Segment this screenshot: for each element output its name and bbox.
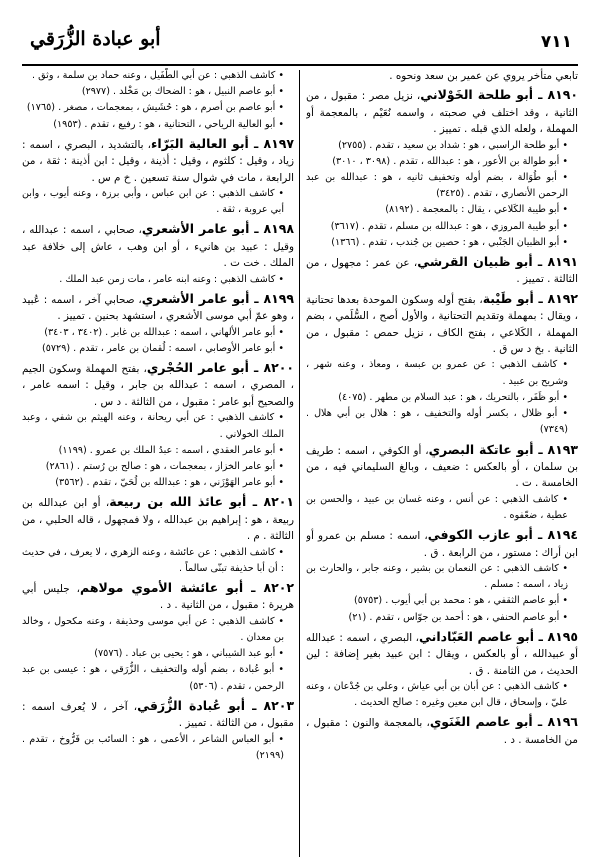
entry-note: • أبو ظَفَر ، بالتحريك ، هو : عبد السلام بن مطهر . (٤٠٧٥): [338, 391, 568, 403]
entry-text: ، صحابي آخر ، اسمه : عُبيد ، وهو عمّ أبي موسى الأشعري ، استشهد بحنين . تمييز .: [22, 293, 294, 323]
entry-note: • كاشف الذهبي : عن ابن عباس ، وأبي برزة ، وعنه أيوب ، وابن أبي عروبة ، ثقة .: [22, 188, 284, 216]
entry-heading: ٨١٩٩ ـ أبو عامر الأشعري: [141, 290, 294, 306]
entry-text: ، بفتح المهملة وسكون الجيم ، المصري ، اسمه : عبدالله بن جابر ، وقيل : اسمه عامر ، والصحيح أبو عامر : مقبول ، من الثالثة . د س .: [22, 363, 294, 408]
entry-heading: ٨١٩٨ ـ أبو عامر الأشعري: [141, 221, 294, 237]
biography-entry: [306, 629, 578, 679]
entry-note: • أبو طيبة الكَلاعي ، يقال : بالمعجمة . (٨١٩٢): [385, 204, 568, 216]
page-number: ٧١١: [540, 32, 572, 52]
entry-text: ، نزيل مصر : مقبول ، من الثانية ، وقد اختلف في صحبته ، واسمه نُعَيْم ، بالمعجمة أو المهملة ، ولعله الذي قبله . تمييز .: [306, 90, 578, 136]
biography-entry: [306, 68, 578, 84]
entry-text: ، آخر ، لا يُعرف اسمه : مقبول ، من الثالثة . تمييز .: [22, 700, 294, 730]
entry-note: • كاشف الذهبي : عن أبي الطُّفَيل ، وعنه حماد بن سلمة ، وثق .: [32, 70, 284, 81]
header-rule: [22, 64, 578, 66]
entry-text: تابعي متأخر يروي عن عمير بن سعد ونحوه .: [389, 70, 578, 82]
entry-note: • أبو عاصم الثقفي ، هو : محمد بن أبي أيوب . (٥٧٥٣): [354, 595, 568, 607]
entry-note: • أبو طُوَالة ، بضم أوله وتخفيف ثانيه ، هو : عبدالله بن عبد الرحمن الأنصاري ، تقدم . (٣٤٢٥): [306, 172, 568, 200]
entry-note: • أبو طلحة الراسبي ، هو : شداد بن سعيد ، تقدم . (٢٧٥٥): [338, 139, 568, 151]
biography-entry: [306, 527, 578, 561]
entry-heading: ٨١٩١ ـ أبو ظبيان القرشي: [417, 254, 578, 270]
entry-heading: ٨١٩٤ ـ أبو عازب الكوفي: [427, 527, 578, 543]
entry-heading: ٨١٩٣ ـ أبو عاتكة البصري: [428, 441, 578, 457]
entry-text: ، جليس أبي هريرة : مقبول ، من الثانية . د .: [22, 582, 294, 612]
entry-text: ، بالمعجمة والنون : مقبول ، من الخامسة . د .: [306, 717, 578, 746]
entry-note: • أبو العالية الرياحي ، التحتانية ، هو : رفيع ، تقدم . (١٩٥٣): [53, 118, 284, 130]
entry-note: • أبو عُبادة ، بضم أوله والتخفيف ، الزُّرَقي ، هو : عيسى بن عبد الرحمن ، تقدم . (٥٣٠٦): [22, 664, 284, 692]
entry-note: • أبو عاصم الحنفي ، هو : أحمد بن جوّاس ، تقدم . (٢١): [348, 611, 568, 623]
page-header: [22, 26, 578, 60]
entry-note: • أبو عامر الهَوْزَني ، هو : عبدالله بن لُحَيّ ، تقدم . (٣٥٦٢): [55, 477, 284, 489]
entry-note: • أبو عامر الأوصابي ، اسمه : لُقمان بن عامر ، تقدم . (٥٧٢٩): [41, 342, 284, 354]
entry-note: • أبو عامر الألهاني ، اسمه : عبدالله بن غابر . (٣٤٠٢ ، ٣٤٠٣): [44, 326, 284, 338]
entry-note: • كاشف الذهبي : عن أبان بن أبي عياش ، وعلي بن جُدْعان ، وعنه عليّ ، وإسحاق ، قال ابن معين وغيره : صالح الحديث .: [306, 680, 568, 709]
running-title: أبو عبادة الزُّرَقي: [30, 28, 161, 50]
biography-entry: [306, 254, 578, 288]
entry-text: ، أو الكوفي ، اسمه : طريف بن سلمان ، أو بالعكس : ضعيف ، وبالغ السليماني فيه ، من الخامسة . ت .: [306, 444, 578, 490]
entry-note: • أبو طوالة بن الأعور ، هو : عبدالله ، تقدم . (٣٠٩٨ ، ٣٠١٠): [332, 155, 568, 167]
column-divider: [299, 70, 300, 857]
entry-note: • أبو عبد الشيباني ، هو : يحيى بن عباد . (٧٥٧٦): [94, 648, 284, 660]
entry-note: • أبو عامر العقدي ، اسمه : عبدُ الملك بن عمرو . (١١٩٩): [58, 444, 284, 456]
entry-heading: ٨١٩٦ ـ أبو عاصم الغَنَوي: [429, 714, 578, 730]
entry-note: • كاشف الذهبي : وعنه ابنه عامر ، مات زمن عبد الملك .: [59, 273, 284, 285]
entry-note: • أبو العباس الشاعر ، الأعمى ، هو : السائب بن فَرُّوخ ، تقدم . (٢١٩٩): [22, 733, 284, 761]
entry-heading: ٨٢٠٣ ـ أبو عُبادة الزُّرَقي: [137, 697, 294, 713]
biography-entry: [306, 87, 578, 137]
biography-entry: [306, 442, 578, 492]
entry-heading: ٨١٩٧ ـ أبو العالية البَرّاء: [151, 135, 294, 151]
entry-note: • أبو عامر الخزاز ، بمعجمات ، هو : صالح بن رُستم . (٢٨٦١): [45, 460, 284, 472]
entry-note: • أبو عاصم النبيل ، هو : الضحاك بن مَخْلد . (٢٩٧٧): [81, 86, 284, 98]
entry-text: ، عن عمر : مجهول ، من الثالثة . تمييز .: [306, 257, 578, 286]
entry-note: • كاشف الذهبي : عن النعمان بن بشير ، وعنه جابر ، والحارث بن زياد ، اسمه : مسلم .: [306, 562, 568, 591]
entry-heading: ٨١٩٠ ـ أبو طلحة الخَوْلاني: [420, 87, 578, 103]
entry-text: ، بفتح أوله وسكون الموحدة بعدها تحتانية ، ويقال : بمهملة وتقديم التحتانية ، والأول أصح ، السُّلَمي ، بضم المهملة ، الكَلاعي ، بفتح الكاف ، نزيل حمص : مقبول ، من الثانية . بخ د س ق .: [306, 293, 578, 356]
biography-entry: [22, 136, 294, 186]
biography-entry: [22, 698, 294, 732]
biography-entry: [22, 291, 294, 325]
entry-note: • كاشف الذهبي : عن عائشة ، وعنه الزهري ، لا يعرف ، في حديث : أن أبا حذيفة تبنّى سالماً .: [22, 546, 284, 574]
biography-entry: [22, 494, 294, 544]
left-column: [22, 68, 294, 859]
biography-entry: [22, 580, 294, 614]
entry-text: ، البصري ، اسمه : عبدالله أو عبيدالله ، أو بالعكس ، ويقال : ابن عبيد بغير إضافة : لين الحديث ، من الثامنة . ق .: [306, 631, 578, 677]
entry-heading: ٨٢٠١ ـ أبو عائذ الله بن ربيعة: [109, 494, 294, 510]
entry-heading: ٨٢٠٢ ـ أبو عائشة الأموي مولاهم: [80, 579, 294, 595]
entry-note: • أبو طيبة المروزي ، هو : عبدالله بن مسلم ، تقدم . (٣٦١٧): [330, 220, 568, 232]
entry-text: ، بالتشديد ، البصري ، اسمه : زياد ، وقيل : كلثوم ، وقيل : أذينة ، وقيل : ابن أذينة : ثقة ، من الرابعة ، مات في شوال سنة تسعين . خ م س .: [22, 138, 294, 184]
biography-entry: [306, 291, 578, 358]
entry-heading: ٨١٩٥ ـ أبو عاصم العَبّاداني: [419, 628, 578, 644]
entry-text: ، اسمه : مسلم بن عمرو أو ابن أراك : مستور ، من الرابعة . ق .: [306, 530, 578, 559]
entry-note: • أبو عاصم بن أصرم ، هو : حُشَيش ، بمعجمات ، مصغر . (١٧٦٥): [26, 102, 284, 114]
biography-entry: [22, 221, 294, 271]
entry-note: • كاشف الذهبي : عن أبي موسى وحذيفة ، وعنه مكحول ، وخالد بن معدان .: [22, 615, 284, 643]
biography-entry: [22, 360, 294, 410]
biography-entry: [306, 714, 578, 748]
right-column: [306, 68, 578, 859]
entry-note: • أبو ظلال ، بكسر أوله والتخفيف ، هو : هلال بن أبي هلال . (٧٣٤٩): [306, 408, 568, 436]
entry-text: ، صحابي ، اسمه : عبدالله ، وقيل : عبيد بن هانيء ، أو ابن وهب ، عاش إلى خلافة عبد الملك . خت ت .: [22, 224, 294, 270]
entry-note: • كاشف الذهبي : عن أنس ، وعنه غسان بن عبيد ، والحسن بن عطية ، ضعّفوه .: [306, 493, 568, 521]
entry-note: • أبو الظبيان الجَنْبي ، هو : حصين بن جُندب ، تقدم . (١٣٦٦): [331, 236, 568, 248]
entry-heading: ٨١٩٢ ـ أبو طَيْبة: [482, 290, 578, 306]
entry-heading: ٨٢٠٠ ـ أبو عامر الحُجْري: [146, 360, 294, 376]
entry-text: ، أو ابن عبدالله بن ربيعة ، هو : إبراهيم بن عبدالله ، ولا فمجهول ، قاله الحلبي ، من الثالثة . م .: [22, 497, 294, 543]
entry-note: • كاشف الذهبي : عن أبي ريحانة ، وعنه الهيثم بن شفي ، وعبد الملك الخولاني .: [22, 412, 284, 440]
entry-note: • كاشف الذهبي : عن عمرو بن عبسة ، ومعاذ ، وعنه شهر ، وشريح بن عبيد .: [306, 359, 568, 387]
